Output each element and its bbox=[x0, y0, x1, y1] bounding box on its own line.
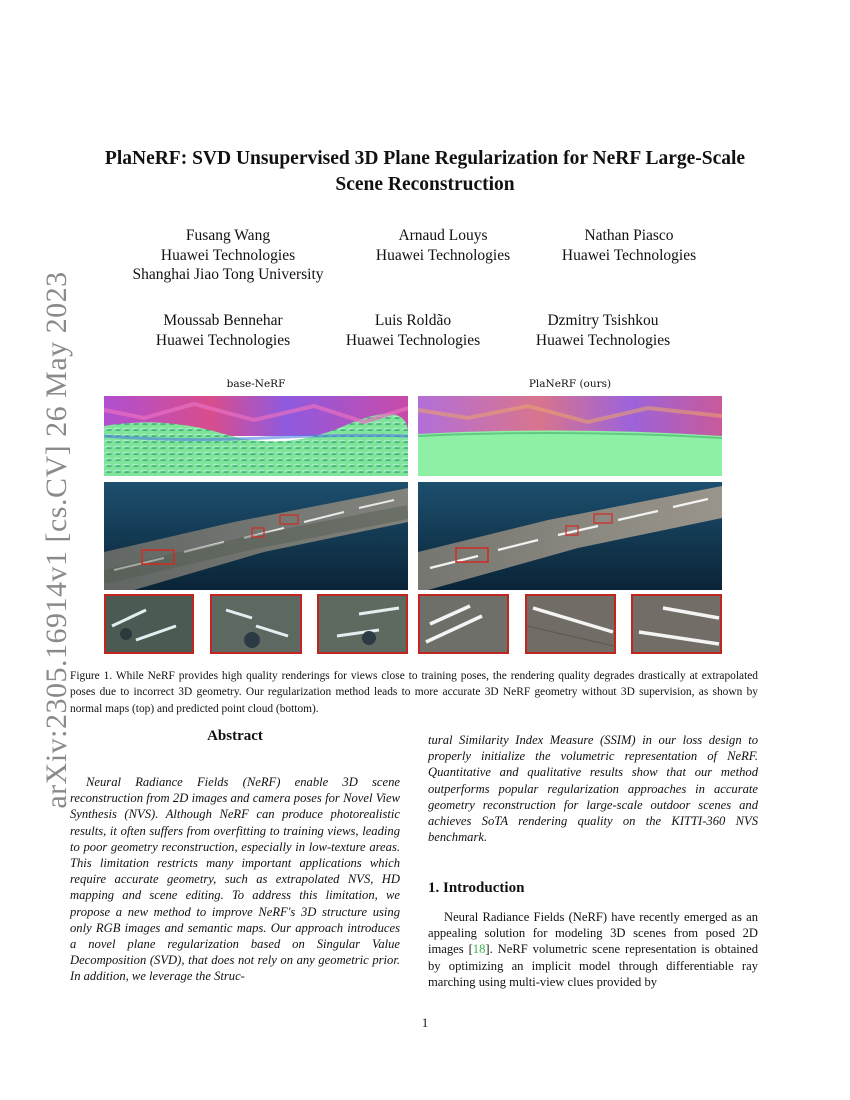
author-block bbox=[520, 311, 686, 350]
author-name: Dzmitry Tsishkou bbox=[547, 312, 659, 329]
author-name: Fusang Wang bbox=[185, 227, 271, 244]
author-block bbox=[330, 311, 496, 350]
crop-planerf-3 bbox=[631, 594, 722, 654]
point-cloud-base-nerf bbox=[104, 482, 408, 590]
author-affiliation: Shanghai Jiao Tong University bbox=[132, 266, 324, 283]
arxiv-sidebar bbox=[18, 0, 73, 1100]
author-block bbox=[546, 226, 712, 265]
abstract-heading: Abstract bbox=[207, 728, 263, 744]
author-block bbox=[140, 311, 306, 350]
author-block bbox=[360, 226, 526, 265]
page-number: 1 bbox=[421, 1016, 429, 1030]
figure-caption: Figure 1. While NeRF provides high quality renderings for views close to training poses, the rendering quality degrades drastically at extrapolated poses due to incorrect 3D geometry. Our regularization method leads to more accurate 3D NeRF geometry without 3D supervision, as shown by normal maps (top) and predicted point cloud (bottom). bbox=[70, 670, 758, 715]
author-affiliation: Huawei Technologies bbox=[155, 331, 291, 349]
author-name: Moussab Bennehar bbox=[163, 312, 283, 329]
author-name: Nathan Piasco bbox=[584, 227, 674, 244]
introduction-text bbox=[428, 909, 758, 990]
arxiv-identifier: arXiv:2305.16914v1 [cs.CV] 26 May 2023 bbox=[40, 271, 73, 809]
figure-label-planerf: PlaNeRF (ours) bbox=[528, 378, 612, 390]
title-line-1: PlaNeRF: SVD Unsupervised 3D Plane Regularization for NeRF Large-Scale bbox=[104, 148, 746, 169]
paper-title bbox=[80, 146, 770, 198]
crop-planerf-1 bbox=[418, 594, 509, 654]
citation-link[interactable]: 18 bbox=[472, 942, 486, 957]
introduction-text-part: ]. NeRF volumetric scene representation is obtained by optimizing an implicit model through differentiable ray marching using multi-view clues provided by bbox=[428, 942, 758, 989]
abstract-text-continued: tural Similarity Index Measure (SSIM) in our loss design to properly initialize the volumetric representation of NeRF. Quantitative and qualitative results show that our method outperforms popular regularization approaches in accurate geometry reconstruction for large-scale outdoor scenes and achieves SoTA rendering quality on the KITTI-360 NVS benchmark. bbox=[428, 733, 758, 845]
crop-base-3 bbox=[317, 594, 408, 654]
author-name: Luis Roldão bbox=[374, 312, 452, 329]
point-cloud-planerf bbox=[418, 482, 722, 590]
abstract-text: Neural Radiance Fields (NeRF) enable 3D scene reconstruction from 2D images and camera poses for Novel View Synthesis (NVS). Although NeRF can produce photorealistic results, it often suffers from overfitting to training views, leading to poor geometry reconstruction, especially in low-texture areas. This limitation restricts many important applications which require accurate geometry, such as extrapolated NVS, HD mapping and scene editing. To address this limitation, we propose a new method to improve NeRF's 3D structure using only RGB images and semantic maps. Our approach introduces a novel plane regularization based on Singular Value Decomposition (SVD), that does not rely on any geometric prior. In addition, we leverage the Struc- bbox=[70, 775, 400, 984]
author-affiliation: Huawei Technologies bbox=[561, 246, 697, 264]
normal-map-planerf bbox=[418, 396, 722, 476]
title-line-2: Scene Reconstruction bbox=[335, 174, 515, 195]
crop-base-1 bbox=[104, 594, 194, 654]
author-affiliation: Huawei Technologies bbox=[375, 246, 511, 264]
author-affiliation: Huawei Technologies bbox=[535, 331, 671, 349]
normal-map-base-nerf bbox=[104, 396, 408, 476]
figure-label-base-nerf: base-NeRF bbox=[226, 378, 286, 390]
author-block bbox=[120, 226, 336, 285]
author-name: Arnaud Louys bbox=[398, 227, 488, 244]
crop-base-2 bbox=[210, 594, 302, 654]
introduction-text-part: Neural Radiance Fields (NeRF) have recently emerged as an appealing solution for modeling 3D scenes from posed 2D images [ bbox=[428, 910, 758, 957]
introduction-heading: 1. Introduction bbox=[428, 880, 525, 896]
author-affiliation: Huawei Technologies bbox=[345, 331, 481, 349]
crop-planerf-2 bbox=[525, 594, 616, 654]
author-affiliation: Huawei Technologies bbox=[160, 246, 296, 264]
